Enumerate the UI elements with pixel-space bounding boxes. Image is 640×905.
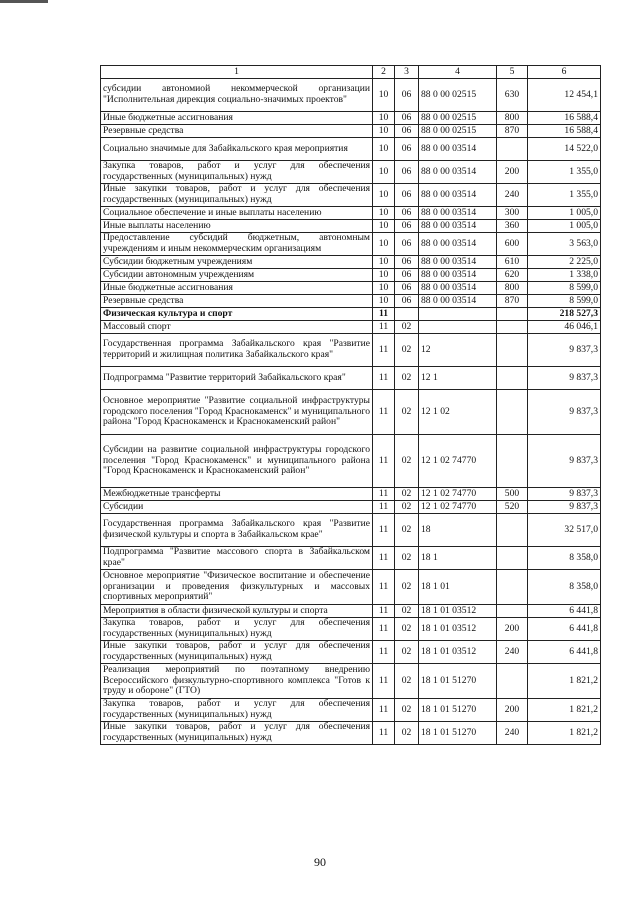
amount-cell: 8 358,0 — [528, 547, 601, 570]
subsection-code-cell: 06 — [395, 269, 419, 282]
section-code-cell: 11 — [373, 514, 395, 547]
expense-type-cell — [497, 308, 528, 321]
expense-type-cell: 500 — [497, 488, 528, 501]
target-article-cell: 88 0 00 02515 — [419, 112, 497, 125]
subsection-code-cell: 02 — [395, 514, 419, 547]
target-article-cell: 18 1 01 03512 — [419, 605, 497, 618]
subsection-code-cell: 06 — [395, 138, 419, 161]
item-name-cell: субсидии автономиой некоммерческой организации "Исполнительная дирекция социально-значимых проектов" — [101, 79, 373, 112]
amount-cell: 1 821,2 — [528, 699, 601, 722]
expense-type-cell: 800 — [497, 282, 528, 295]
subsection-code-cell: 02 — [395, 390, 419, 435]
table-row — [101, 256, 601, 269]
table-row — [101, 488, 601, 501]
target-article-cell: 18 1 01 03512 — [419, 618, 497, 641]
target-article-cell: 12 — [419, 334, 497, 367]
section-code-cell: 11 — [373, 641, 395, 664]
header-cell-2: 2 — [373, 66, 395, 79]
table-row — [101, 138, 601, 161]
target-article-cell: 18 — [419, 514, 497, 547]
amount-cell: 9 837,3 — [528, 390, 601, 435]
expense-type-cell: 800 — [497, 112, 528, 125]
subsection-code-cell: 06 — [395, 282, 419, 295]
item-name-cell: Государственная программа Забайкальского края "Развитие территорий и жилищная политика Забайкальского края" — [101, 334, 373, 367]
section-code-cell: 10 — [373, 282, 395, 295]
subsection-code-cell: 02 — [395, 334, 419, 367]
target-article-cell: 88 0 00 02515 — [419, 125, 497, 138]
subsection-code-cell: 06 — [395, 184, 419, 207]
section-code-cell: 10 — [373, 184, 395, 207]
item-name-cell: Основное мероприятие "Физическое воспитание и обеспечение организации и проведения физкультурных и массовых спортивных мероприятий" — [101, 570, 373, 605]
expense-type-cell: 610 — [497, 256, 528, 269]
target-article-cell — [419, 321, 497, 334]
target-article-cell: 88 0 00 03514 — [419, 233, 497, 256]
amount-cell: 1 821,2 — [528, 664, 601, 699]
expense-type-cell: 300 — [497, 207, 528, 220]
subsection-code-cell: 02 — [395, 664, 419, 699]
target-article-cell: 88 0 00 03514 — [419, 138, 497, 161]
amount-cell: 1 338,0 — [528, 269, 601, 282]
scan-corner-mark — [0, 0, 48, 3]
target-article-cell: 88 0 00 03514 — [419, 295, 497, 308]
subsection-code-cell: 02 — [395, 435, 419, 488]
amount-cell: 14 522,0 — [528, 138, 601, 161]
header-cell-5: 5 — [497, 66, 528, 79]
amount-cell: 8 599,0 — [528, 295, 601, 308]
header-cell-4: 4 — [419, 66, 497, 79]
item-name-cell: Иные закупки товаров, работ и услуг для обеспечения государственных (муниципальных) нужд — [101, 641, 373, 664]
amount-cell: 9 837,3 — [528, 334, 601, 367]
expense-type-cell — [497, 138, 528, 161]
table-row — [101, 161, 601, 184]
amount-cell: 16 588,4 — [528, 112, 601, 125]
subsection-code-cell: 06 — [395, 295, 419, 308]
table-row — [101, 641, 601, 664]
expense-type-cell: 870 — [497, 125, 528, 138]
amount-cell: 8 358,0 — [528, 570, 601, 605]
table-row — [101, 269, 601, 282]
item-name-cell: Социально значимые для Забайкальского края мероприятия — [101, 138, 373, 161]
table-row — [101, 390, 601, 435]
expense-type-cell — [497, 547, 528, 570]
subsection-code-cell: 02 — [395, 321, 419, 334]
table-row — [101, 618, 601, 641]
amount-cell: 9 837,3 — [528, 501, 601, 514]
expense-type-cell: 200 — [497, 161, 528, 184]
expense-type-cell: 200 — [497, 699, 528, 722]
table-row — [101, 570, 601, 605]
amount-cell: 1 355,0 — [528, 161, 601, 184]
header-cell-6: 6 — [528, 66, 601, 79]
section-code-cell: 10 — [373, 112, 395, 125]
section-code-cell: 11 — [373, 547, 395, 570]
target-article-cell: 88 0 00 03514 — [419, 282, 497, 295]
section-code-cell: 11 — [373, 308, 395, 321]
item-name-cell: Массовый спорт — [101, 321, 373, 334]
amount-cell: 16 588,4 — [528, 125, 601, 138]
section-code-cell: 11 — [373, 334, 395, 367]
amount-cell: 32 517,0 — [528, 514, 601, 547]
target-article-cell: 88 0 00 03514 — [419, 161, 497, 184]
target-article-cell: 88 0 00 03514 — [419, 269, 497, 282]
subsection-code-cell: 02 — [395, 367, 419, 390]
section-code-cell: 11 — [373, 435, 395, 488]
expense-type-cell — [497, 605, 528, 618]
amount-cell: 6 441,8 — [528, 641, 601, 664]
target-article-cell: 12 1 02 74770 — [419, 435, 497, 488]
table-row — [101, 112, 601, 125]
item-name-cell: Государственная программа Забайкальского края "Развитие физической культуры и спорта в Забайкальском крае" — [101, 514, 373, 547]
section-code-cell: 11 — [373, 570, 395, 605]
table-row — [101, 501, 601, 514]
amount-cell: 218 527,3 — [528, 308, 601, 321]
target-article-cell: 18 1 01 51270 — [419, 722, 497, 745]
amount-cell: 1 005,0 — [528, 220, 601, 233]
section-code-cell: 11 — [373, 367, 395, 390]
expense-type-cell — [497, 514, 528, 547]
subsection-code-cell: 02 — [395, 641, 419, 664]
table-row — [101, 664, 601, 699]
table-row — [101, 321, 601, 334]
item-name-cell: Реализация мероприятий по поэтапному внедрению Всероссийского физкультурно-спортивного комплекса "Готов к труду и обороне" (ГТО) — [101, 664, 373, 699]
target-article-cell: 88 0 00 03514 — [419, 256, 497, 269]
target-article-cell: 88 0 00 02515 — [419, 79, 497, 112]
expense-type-cell — [497, 570, 528, 605]
amount-cell: 46 046,1 — [528, 321, 601, 334]
expense-type-cell — [497, 664, 528, 699]
target-article-cell: 18 1 01 51270 — [419, 699, 497, 722]
item-name-cell: Межбюджетные трансферты — [101, 488, 373, 501]
target-article-cell: 88 0 00 03514 — [419, 220, 497, 233]
expense-type-cell — [497, 435, 528, 488]
section-code-cell: 11 — [373, 699, 395, 722]
expense-type-cell: 240 — [497, 184, 528, 207]
subsection-code-cell: 06 — [395, 220, 419, 233]
section-code-cell: 10 — [373, 138, 395, 161]
amount-cell: 3 563,0 — [528, 233, 601, 256]
subsection-code-cell — [395, 308, 419, 321]
subsection-code-cell: 06 — [395, 207, 419, 220]
expense-type-cell — [497, 334, 528, 367]
subsection-code-cell: 02 — [395, 570, 419, 605]
item-name-cell: Физическая культура и спорт — [101, 308, 373, 321]
expense-type-cell: 630 — [497, 79, 528, 112]
amount-cell: 6 441,8 — [528, 605, 601, 618]
expense-type-cell: 240 — [497, 722, 528, 745]
section-code-cell: 10 — [373, 207, 395, 220]
amount-cell: 1 005,0 — [528, 207, 601, 220]
amount-cell: 1 355,0 — [528, 184, 601, 207]
target-article-cell: 88 0 00 03514 — [419, 184, 497, 207]
section-code-cell: 11 — [373, 390, 395, 435]
expense-type-cell: 200 — [497, 618, 528, 641]
expense-type-cell: 600 — [497, 233, 528, 256]
section-code-cell: 10 — [373, 256, 395, 269]
table-row — [101, 282, 601, 295]
subsection-code-cell: 02 — [395, 618, 419, 641]
section-code-cell: 10 — [373, 125, 395, 138]
target-article-cell: 12 1 02 — [419, 390, 497, 435]
expense-type-cell — [497, 321, 528, 334]
table-row — [101, 605, 601, 618]
subsection-code-cell: 02 — [395, 547, 419, 570]
section-code-cell: 10 — [373, 295, 395, 308]
budget-table — [100, 65, 601, 745]
item-name-cell: Резервные средства — [101, 295, 373, 308]
section-code-cell: 11 — [373, 722, 395, 745]
section-code-cell: 10 — [373, 269, 395, 282]
expense-type-cell: 240 — [497, 641, 528, 664]
amount-cell: 9 837,3 — [528, 367, 601, 390]
table-row — [101, 308, 601, 321]
page-number: 90 — [314, 855, 326, 869]
table-row — [101, 184, 601, 207]
target-article-cell: 88 0 00 03514 — [419, 207, 497, 220]
expense-type-cell: 620 — [497, 269, 528, 282]
table-row — [101, 514, 601, 547]
target-article-cell: 18 1 01 03512 — [419, 641, 497, 664]
item-name-cell: Иные закупки товаров, работ и услуг для обеспечения государственных (муниципальных) нужд — [101, 184, 373, 207]
item-name-cell: Мероприятия в области физической культуры и спорта — [101, 605, 373, 618]
expense-type-cell — [497, 367, 528, 390]
item-name-cell: Закупка товаров, работ и услуг для обеспечения государственных (муниципальных) нужд — [101, 699, 373, 722]
subsection-code-cell: 02 — [395, 488, 419, 501]
expense-type-cell: 360 — [497, 220, 528, 233]
table-row — [101, 220, 601, 233]
amount-cell: 6 441,8 — [528, 618, 601, 641]
amount-cell: 1 821,2 — [528, 722, 601, 745]
amount-cell: 12 454,1 — [528, 79, 601, 112]
table-header-row — [101, 66, 601, 79]
target-article-cell: 18 1 01 — [419, 570, 497, 605]
item-name-cell: Закупка товаров, работ и услуг для обеспечения государственных (муниципальных) нужд — [101, 161, 373, 184]
item-name-cell: Подпрограмма "Развитие территорий Забайкальского края" — [101, 367, 373, 390]
subsection-code-cell: 02 — [395, 722, 419, 745]
section-code-cell: 11 — [373, 664, 395, 699]
header-cell-3: 3 — [395, 66, 419, 79]
item-name-cell: Иные бюджетные ассигнования — [101, 282, 373, 295]
item-name-cell: Социальное обеспечение и иные выплаты населению — [101, 207, 373, 220]
subsection-code-cell: 06 — [395, 161, 419, 184]
table-row — [101, 367, 601, 390]
subsection-code-cell: 06 — [395, 125, 419, 138]
section-code-cell: 10 — [373, 79, 395, 112]
section-code-cell: 10 — [373, 161, 395, 184]
subsection-code-cell: 06 — [395, 112, 419, 125]
amount-cell: 9 837,3 — [528, 435, 601, 488]
table-row — [101, 295, 601, 308]
table-row — [101, 435, 601, 488]
table-row — [101, 125, 601, 138]
subsection-code-cell: 06 — [395, 79, 419, 112]
item-name-cell: Субсидии на развитие социальной инфраструктуры городского поселения "Город Краснокаменск" и муниципального района "Город Краснокаменск и Краснокаменский район" — [101, 435, 373, 488]
target-article-cell: 18 1 — [419, 547, 497, 570]
item-name-cell: Субсидии — [101, 501, 373, 514]
target-article-cell — [419, 308, 497, 321]
target-article-cell: 18 1 01 51270 — [419, 664, 497, 699]
expense-type-cell: 520 — [497, 501, 528, 514]
target-article-cell: 12 1 02 74770 — [419, 488, 497, 501]
section-code-cell: 11 — [373, 321, 395, 334]
item-name-cell: Закупка товаров, работ и услуг для обеспечения государственных (муниципальных) нужд — [101, 618, 373, 641]
item-name-cell: Субсидии автономным учреждениям — [101, 269, 373, 282]
subsection-code-cell: 06 — [395, 256, 419, 269]
item-name-cell: Иные закупки товаров, работ и услуг для обеспечения государственных (муниципальных) нужд — [101, 722, 373, 745]
amount-cell: 8 599,0 — [528, 282, 601, 295]
amount-cell: 2 225,0 — [528, 256, 601, 269]
target-article-cell: 12 1 — [419, 367, 497, 390]
item-name-cell: Иные выплаты населению — [101, 220, 373, 233]
expense-type-cell: 870 — [497, 295, 528, 308]
section-code-cell: 11 — [373, 501, 395, 514]
table-row — [101, 207, 601, 220]
table-row — [101, 699, 601, 722]
header-cell-1: 1 — [101, 66, 373, 79]
amount-cell: 9 837,3 — [528, 488, 601, 501]
table-row — [101, 79, 601, 112]
item-name-cell: Резервные средства — [101, 125, 373, 138]
subsection-code-cell: 06 — [395, 233, 419, 256]
table-row — [101, 722, 601, 745]
section-code-cell: 11 — [373, 488, 395, 501]
section-code-cell: 11 — [373, 618, 395, 641]
subsection-code-cell: 02 — [395, 605, 419, 618]
item-name-cell: Субсидии бюджетным учреждениям — [101, 256, 373, 269]
section-code-cell: 11 — [373, 605, 395, 618]
table-row — [101, 334, 601, 367]
table-row — [101, 233, 601, 256]
section-code-cell: 10 — [373, 233, 395, 256]
target-article-cell: 12 1 02 74770 — [419, 501, 497, 514]
section-code-cell: 10 — [373, 220, 395, 233]
subsection-code-cell: 02 — [395, 501, 419, 514]
item-name-cell: Основное мероприятие "Развитие социальной инфраструктуры городского поселения "Город Краснокаменск" и муниципального района "Город Краснокаменск и Краснокаменский район" — [101, 390, 373, 435]
expense-type-cell — [497, 390, 528, 435]
item-name-cell: Иные бюджетные ассигнования — [101, 112, 373, 125]
item-name-cell: Предоставление субсидий бюджетным, автономным учреждениям и иным некоммерческим организациям — [101, 233, 373, 256]
subsection-code-cell: 02 — [395, 699, 419, 722]
table-row — [101, 547, 601, 570]
item-name-cell: Подпрограмма "Развитие массового спорта в Забайкальском крае" — [101, 547, 373, 570]
